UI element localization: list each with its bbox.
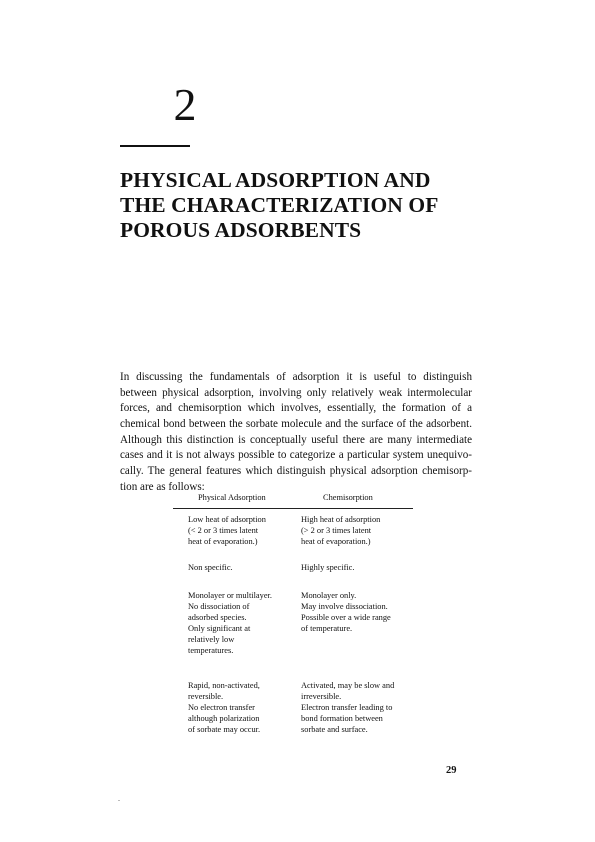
cell-line: Possible over a wide range — [301, 612, 391, 622]
cell-line: Only significant at — [188, 623, 251, 633]
cell-line: Electron transfer leading to — [301, 702, 393, 712]
page-number: 29 — [446, 765, 457, 776]
cell-line: Activated, may be slow and — [301, 681, 395, 690]
cell-line: reversible. — [188, 691, 224, 701]
chapter-rule — [120, 145, 190, 147]
cell-line: heat of evaporation.) — [188, 536, 258, 546]
chemisorption-cell — [301, 681, 413, 736]
header-chemisorption: Chemisorption — [323, 493, 373, 502]
header-physical-adsorption: Physical Adsorption — [198, 493, 266, 502]
cell-line: Rapid, non-activated, — [188, 681, 260, 690]
chemisorption-cell — [301, 591, 413, 635]
table-header — [173, 493, 413, 509]
cell-line: relatively low — [188, 634, 235, 644]
intro-line: forces, and chemisorption which involves, essentially, the formation of a — [120, 402, 472, 415]
chapter-title-line: PHYSICAL ADSORPTION AND — [120, 168, 431, 192]
cell-line: adsorbed species. — [188, 612, 247, 622]
cell-line: (< 2 or 3 times latent — [188, 525, 259, 535]
intro-line: cally. The general features which distinguish physical adsorption chemisorp- — [120, 465, 472, 478]
cell-line: No electron transfer — [188, 702, 255, 712]
cell-line: Low heat of adsorption — [188, 515, 266, 524]
chemisorption-cell — [301, 563, 413, 574]
cell-line: bond formation between — [301, 713, 383, 723]
cell-line: May involve dissociation. — [301, 601, 388, 611]
cell-line: Non specific. — [188, 563, 233, 572]
intro-paragraph — [120, 370, 472, 496]
cell-line: irreversible. — [301, 691, 342, 701]
cell-line: of temperature. — [301, 623, 353, 633]
table-row — [173, 563, 413, 591]
chapter-title-line: THE CHARACTERIZATION OF — [120, 193, 439, 217]
cell-line: Monolayer or multilayer. — [188, 591, 272, 600]
intro-line: chemical bond between the sorbate molecule and the surface of the adsorbent. — [120, 418, 472, 431]
cell-line: Monolayer only. — [301, 591, 357, 600]
chapter-title-line: POROUS ADSORBENTS — [120, 218, 362, 242]
physical-cell — [188, 563, 293, 574]
cell-line: High heat of adsorption — [301, 515, 381, 524]
physical-cell — [188, 681, 293, 736]
cell-line: No dissociation of — [188, 601, 250, 611]
cell-line: although polarization — [188, 713, 260, 723]
table-row — [173, 515, 413, 563]
table-row — [173, 591, 413, 681]
chemisorption-cell — [301, 515, 413, 548]
scan-speck — [118, 800, 120, 801]
chapter-title — [120, 168, 500, 243]
physical-cell — [188, 515, 293, 548]
cell-line: (> 2 or 3 times latent — [301, 525, 372, 535]
chapter-number: 2 — [173, 79, 197, 130]
intro-line: between physical adsorption, involving only relatively weak intermolecular — [120, 386, 472, 399]
cell-line: heat of evaporation.) — [301, 536, 371, 546]
cell-line: of sorbate may occur. — [188, 724, 261, 734]
comparison-table — [173, 493, 413, 751]
physical-cell — [188, 591, 293, 656]
intro-line: cases and it is not always possible to categorize a particular system unequivo- — [120, 449, 472, 462]
intro-line: In discussing the fundamentals of adsorption it is useful to distinguish — [120, 371, 472, 383]
table-row — [173, 681, 413, 751]
intro-line: tion are as follows: — [120, 480, 205, 493]
cell-line: Highly specific. — [301, 563, 355, 572]
cell-line: temperatures. — [188, 645, 234, 655]
cell-line: sorbate and surface. — [301, 724, 368, 734]
intro-line: Although this distinction is conceptually useful there are many intermediate — [120, 433, 472, 446]
